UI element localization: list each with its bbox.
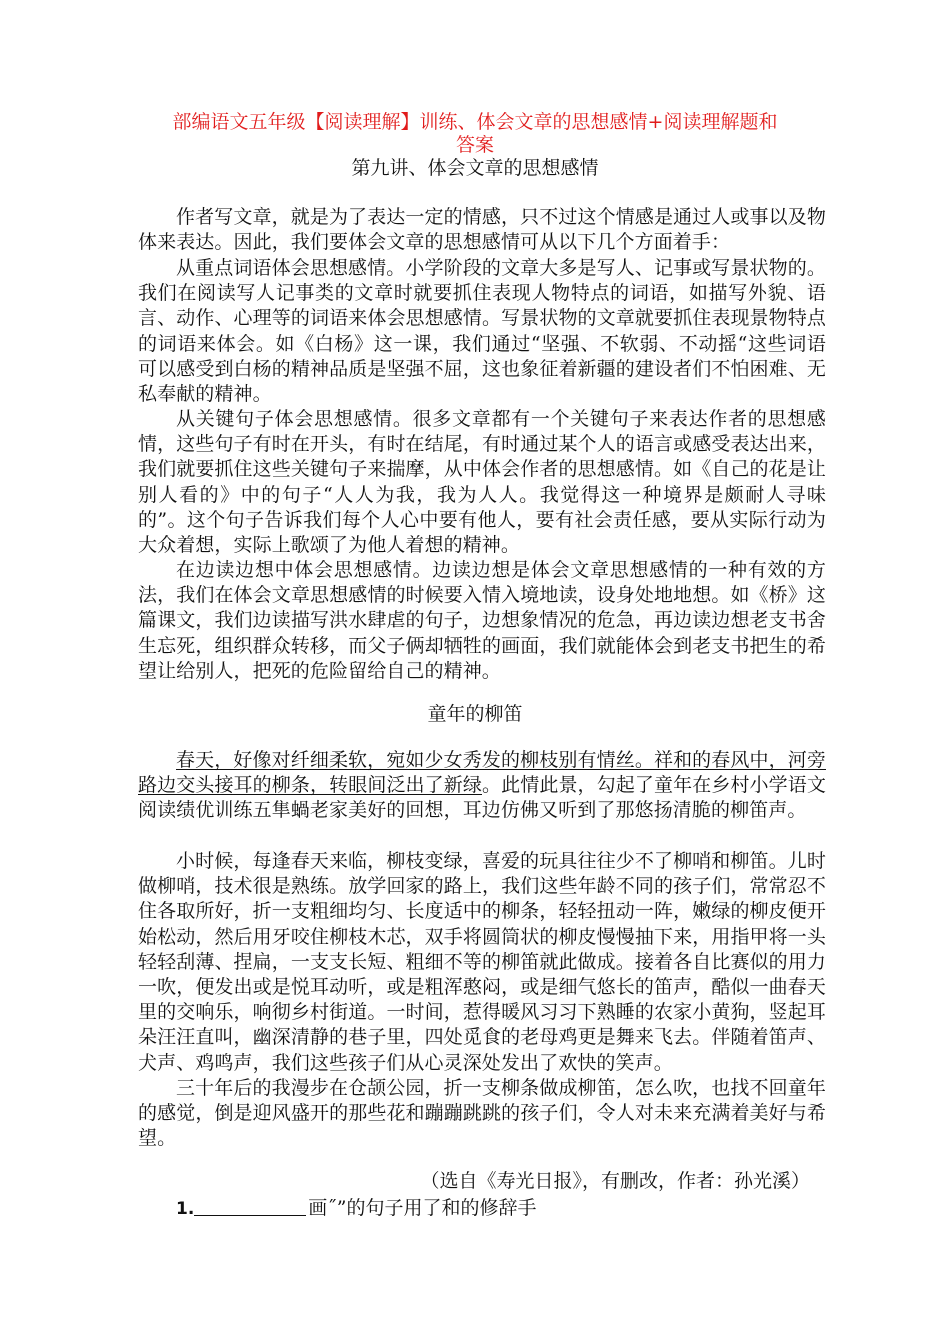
question-text: 画˝”的句子用了和的修辞手 <box>308 1197 537 1219</box>
document-title-line-1: 部编语文五年级【阅读理解】训练、体会文章的思想感情+阅读理解题和 <box>172 111 778 133</box>
story-paragraph-1 <box>138 748 826 824</box>
lecture-title: 第九讲、体会文章的思想感情 <box>351 157 599 179</box>
key-sentence-paragraph: 从关键句子体会思想感情。很多文章都有一个关键句子来表达作者的思想感情，这些句子有时在开头，有时在结尾，有时通过某个人的语言或感受表达出来，我们就要抓住这些关键句子来揣摩，从中体会作者的思想感情。如《自己的花是让别人看的》中的句子“人人为我，我为人人。我觉得这一种境界是颇耐人寻味的”。这个句子告诉我们每个人心中要有他人，要有社会责任感，要从实际行动为大众着想，实际上歌颂了为他人着想的精神。 <box>138 408 826 557</box>
story-title: 童年的柳笛 <box>427 703 523 725</box>
answer-blank[interactable] <box>194 1197 306 1216</box>
story-paragraph-2: 小时候，每逢春天来临，柳枝变绿，喜爱的玩具往往少不了柳哨和柳笛。儿时做柳哨，技术很是熟练。放学回家的路上，我们这些年龄不同的孩子们，常常忍不住各取所好，折一支粗细均匀、长度适中的柳条，轻轻扭动一阵，嫩绿的柳皮便开始松动，然后用牙咬住柳枝木芯，双手将圆筒状的柳皮慢慢抽下来，用指甲将一头轻轻刮薄、捏扁，一支支长短、粗细不等的柳笛就此做成。接着各自比赛似的用力一吹，便发出或是悦耳动听，或是粗浑憨闷，或是细气悠长的笛声，酷似一曲春天里的交响乐，响彻乡村街道。一时间，惹得暖风习习下熟睡的农家小黄狗，竖起耳朵汪汪直叫，幽深清静的巷子里，四处觅食的老母鸡更是舞来飞去。伴随着笛声、犬声、鸡鸣声，我们这些孩子们从心灵深处发出了欢快的笑声。 <box>138 850 826 1074</box>
intro-paragraph: 作者写文章，就是为了表达一定的情感，只不过这个情感是通过人或事以及物体来表达。因此，我们要体会文章的思想感情可从以下几个方面着手： <box>138 206 826 254</box>
underlined-sentence: 春天，好像对纤细柔软，宛如少女秀发的柳枝别有情丝。祥和的春风中，河旁路边交头接耳的柳条，转眼间泛出了新绿 <box>138 749 826 797</box>
document-title-line-2: 答案 <box>455 134 494 156</box>
story-paragraph-1-rest: 。此情此景，勾起了童年在乡村小学语文阅读绩优训练五隼蝸老家美好的回想，耳边仿佛又听到了那悠扬清脆的柳笛声。 <box>138 774 826 822</box>
question-1 <box>176 1197 537 1220</box>
read-and-think-paragraph: 在边读边想中体会思想感情。边读边想是体会文章思想感情的一种有效的方法，我们在体会文章思想感情的时候要入情入境地读，设身处地地想。如《桥》这篇课文，我们边读描写洪水肆虐的句子，边想象情况的危急，再边读边想老支书舍生忘死，组织群众转移，而父子俩却牺牲的画面，我们就能体会到老支书把生的希望让给别人，把死的危险留给自己的精神。 <box>138 559 826 682</box>
story-paragraph-3: 三十年后的我漫步在仓颉公园，折一支柳条做成柳笛，怎么吹，也找不回童年的感觉，倒是迎风盛开的那些花和蹦蹦跳跳的孩子们，令人对未来充满着美好与希望。 <box>138 1077 826 1150</box>
question-number: 1. <box>176 1199 195 1219</box>
story-source: （选自《寿光日报》，有删改，作者：孙光溪） <box>420 1170 810 1192</box>
key-words-paragraph: 从重点词语体会思想感情。小学阶段的文章大多是写人、记事或写景状物的。我们在阅读写人记事类的文章时就要抓住表现人物特点的词语，如描写外貌、语言、动作、心理等的词语来体会思想感情。写景状物的文章就要抓住表现景物特点的词语来体会。如《白杨》这一课，我们通过“坚强、不软弱、不动摇“这些词语可以感受到白杨的精神品质是坚强不屈，这也象征着新疆的建设者们不怕困难、无私奉献的精神。 <box>138 257 826 406</box>
